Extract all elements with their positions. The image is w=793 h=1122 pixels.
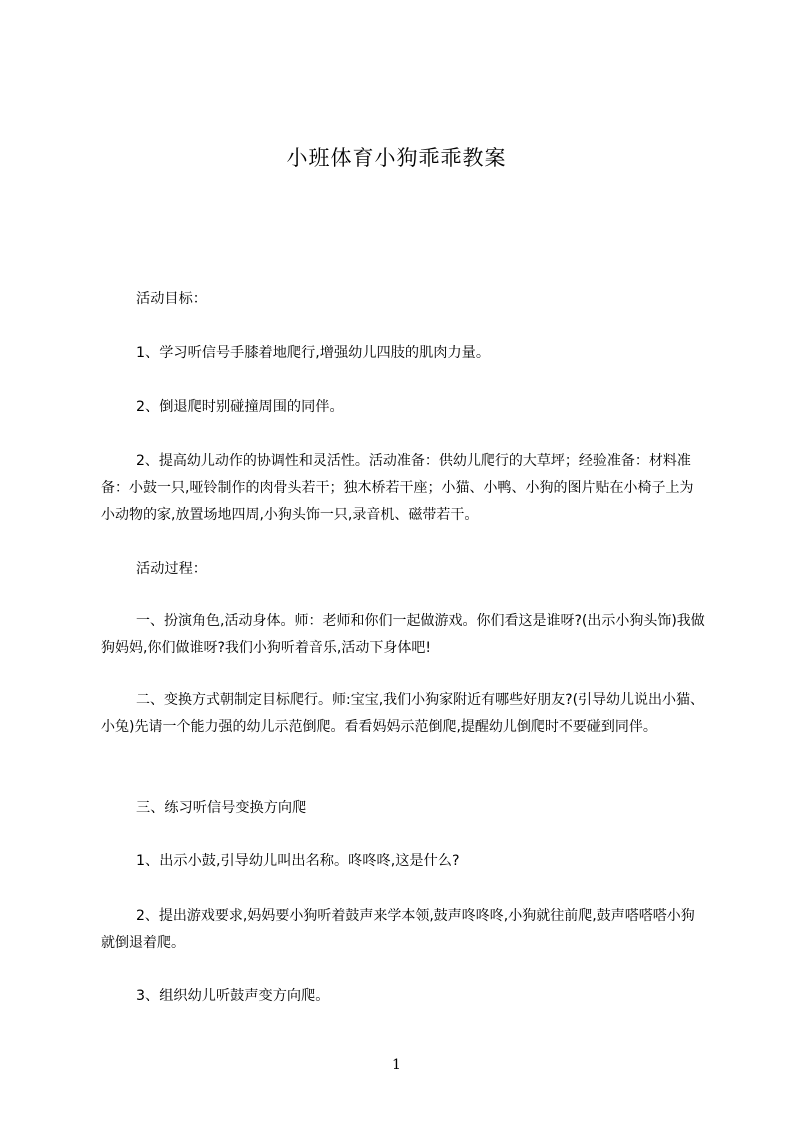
paragraph-step-three-heading: 三、练习听信号变换方向爬 — [136, 800, 307, 816]
paragraph-step-three-3: 3、组织幼儿听鼓声变方向爬。 — [136, 988, 330, 1004]
paragraph-step-three-2: 2、提出游戏要求,妈妈要小狗听着鼓声来学本领,鼓声咚咚咚,小狗就往前爬,鼓声嗒嗒嗒小狗就倒退着爬。 — [101, 908, 695, 951]
paragraph-process-heading: 活动过程： — [136, 561, 207, 577]
paragraph-step-three-1: 1、出示小鼓,引导幼儿叫出名称。咚咚咚,这是什么? — [136, 853, 460, 869]
document-title: 小班体育小狗乖乖教案 — [286, 146, 507, 170]
paragraph-objectives-heading: 活动目标： — [136, 291, 207, 307]
paragraph-preparation: 2、提高幼儿动作的协调性和灵活性。活动准备：供幼儿爬行的大草坪；经验准备：材料准备：小鼓一只,哑铃制作的肉骨头若干；独木桥若干座；小猫、小鸭、小狗的图片贴在小椅子上为小动物的家,放置场地四周,小狗头饰一只,录音机、磁带若干。 — [101, 453, 694, 523]
paragraph-objective-2: 2、倒退爬时别碰撞周围的同伴。 — [136, 399, 344, 415]
paragraph-objective-1: 1、学习听信号手膝着地爬行,增强幼儿四肢的肌肉力量。 — [136, 345, 491, 361]
paragraph-step-one: 一、扮演角色,活动身体。师：老师和你们一起做游戏。你们看这是谁呀?(出示小狗头饰)我做狗妈妈,你们做谁呀?我们小狗听着音乐,活动下身体吧! — [101, 613, 705, 656]
page-number: 1 — [392, 1057, 401, 1073]
paragraph-step-two: 二、变换方式朝制定目标爬行。师:宝宝,我们小狗家附近有哪些好朋友?(引导幼儿说出小猫、小兔)先请一个能力强的幼儿示范倒爬。看看妈妈示范倒爬,提醒幼儿倒爬时不要碰到同伴。 — [101, 692, 705, 735]
